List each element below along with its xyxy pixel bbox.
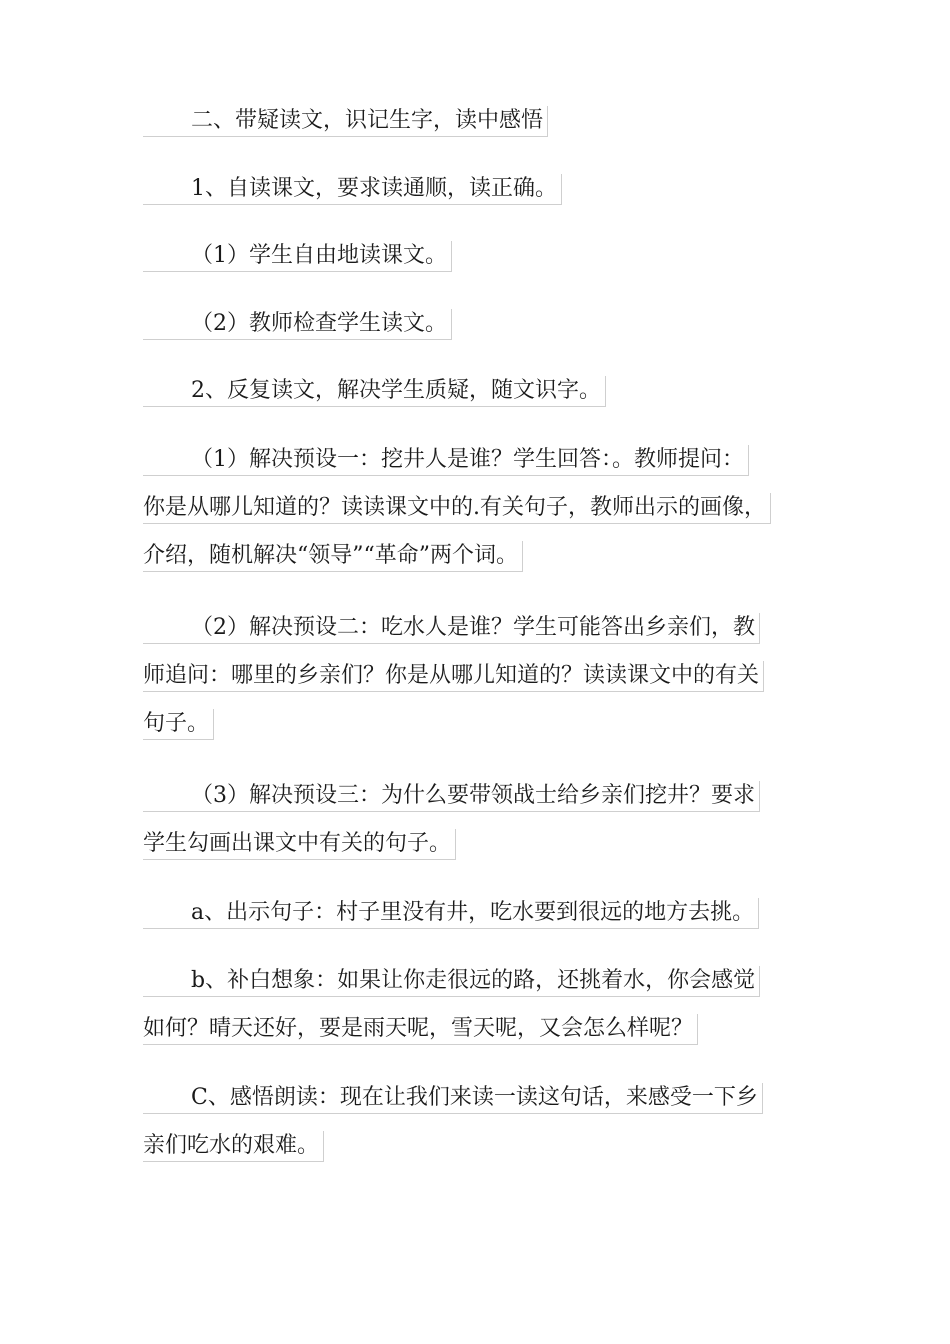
text-line: 如何？晴天还好，要是雨天呢，雪天呢，又会怎么样呢？ bbox=[143, 1014, 698, 1045]
text-line: 师追问：哪里的乡亲们？你是从哪儿知道的？读读课文中的有关 bbox=[143, 661, 764, 692]
text-line: （1）解决预设一：挖井人是谁？学生回答：。教师提问： bbox=[143, 445, 749, 476]
text-line: 2、反复读文，解决学生质疑，随文识字。 bbox=[143, 376, 606, 407]
text-line: 学生勾画出课文中有关的句子。 bbox=[143, 829, 456, 860]
text-line: 1、自读课文，要求读通顺，读正确。 bbox=[143, 174, 562, 205]
text-line: （2）解决预设二：吃水人是谁？学生可能答出乡亲们，教 bbox=[143, 613, 760, 644]
text-line: 句子。 bbox=[143, 709, 214, 740]
text-line: 二、带疑读文，识记生字，读中感悟 bbox=[143, 106, 548, 137]
text-line: （3）解决预设三：为什么要带领战士给乡亲们挖井？要求 bbox=[143, 781, 760, 812]
text-line: （2）教师检查学生读文。 bbox=[143, 309, 452, 340]
text-line: 你是从哪儿知道的？读读课文中的.有关句子，教师出示的画像， bbox=[143, 493, 771, 524]
text-line: C、感悟朗读：现在让我们来读一读这句话，来感受一下乡 bbox=[143, 1083, 763, 1114]
text-line: 介绍，随机解决“领导”“革命”两个词。 bbox=[143, 541, 523, 572]
text-line: a、出示句子：村子里没有井，吃水要到很远的地方去挑。 bbox=[143, 898, 759, 929]
text-line: （1）学生自由地读课文。 bbox=[143, 241, 452, 272]
text-line: b、补白想象：如果让你走很远的路，还挑着水，你会感觉 bbox=[143, 966, 760, 997]
text-line: 亲们吃水的艰难。 bbox=[143, 1131, 324, 1162]
